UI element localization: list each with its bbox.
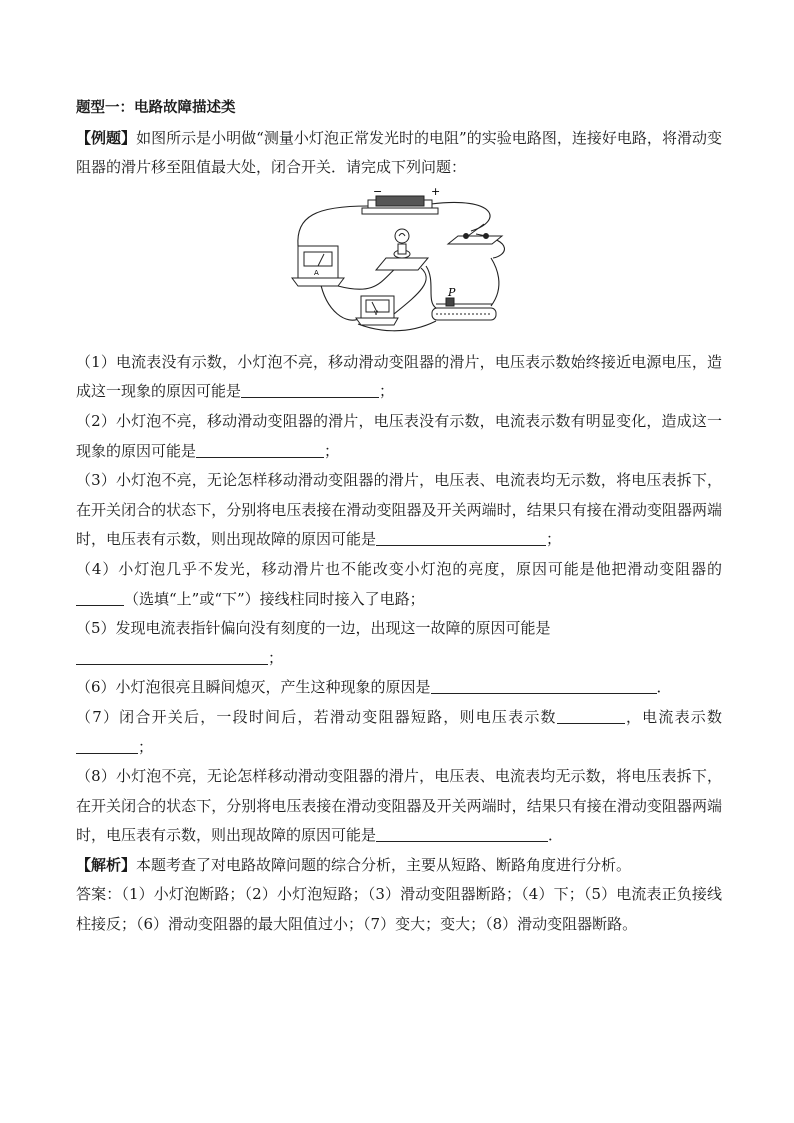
example-label: 【例题】 xyxy=(76,128,137,147)
example-text: 如图所示是小明做“测量小灯泡正常发光时的电阻”的实验电路图，连接好电路，将滑动变阻器的滑片移至阻值最大处，闭合开关．请完成下列问题： xyxy=(76,128,722,177)
question-6: （6）小灯泡很亮且瞬间熄灭，产生这种现象的原因是 ． xyxy=(76,678,672,697)
answer-blank-1[interactable] xyxy=(241,381,379,398)
answer-blank-7a[interactable] xyxy=(557,707,625,724)
analysis-text: 本题考查了对电路故障问题的综合分析，主要从短路、断路角度进行分析。 xyxy=(136,855,632,874)
question-5: （5）发现电流表指针偏向没有刻度的一边，出现这一故障的原因可能是 ； xyxy=(76,619,551,667)
slider-label: P xyxy=(448,285,456,299)
document-page xyxy=(76,94,722,940)
bulb-holder xyxy=(376,229,428,270)
question-7: （7）闭合开关后，一段时间后，若滑动变阻器短路，则电压表示数 ，电流表示数； xyxy=(76,707,722,756)
example-paragraph xyxy=(76,124,722,183)
rheostat xyxy=(432,298,496,320)
circuit-figure xyxy=(76,186,722,344)
answer-blank-3[interactable] xyxy=(376,529,546,546)
answer-blank-8[interactable] xyxy=(376,825,548,842)
answer-blank-5[interactable] xyxy=(76,648,268,665)
battery xyxy=(362,196,438,214)
answer-blank-2[interactable] xyxy=(196,441,324,458)
wire xyxy=(491,258,499,306)
ammeter-label: A xyxy=(314,268,319,277)
voltmeter-label: V xyxy=(374,309,379,317)
question-1: （1）电流表没有示数，小灯泡不亮，移动滑动变阻器的滑片，电压表示数始终接近电源电压，造成这一现象的原因可能是 ； xyxy=(76,352,722,401)
circuit-diagram xyxy=(76,186,722,344)
battery-minus-label: − xyxy=(373,185,383,198)
answer-blank-6[interactable] xyxy=(431,677,657,694)
question-8: （8）小灯泡不亮，无论怎样移动滑动变阻器的滑片，电压表、电流表均无示数，将电压表拆下，在开关闭合的状态下，分别将电压表接在滑动变阻器及开关两端时，结果只有接在滑动变阻器两端时，电压表有示数，则出现故障的原因可能是 ． xyxy=(76,767,722,845)
answer-paragraph: 答案：（1）小灯泡断路；（2）小灯泡短路；（3）滑动变阻器断路；（4）下；（5）电流表正负接线柱接反；（6）滑动变阻器的最大阻值过小；（7）变大；变大；（8）滑动变阻器断路。 xyxy=(76,885,722,934)
answer-blank-4[interactable] xyxy=(76,589,124,606)
wire xyxy=(394,268,426,314)
question-3: （3）小灯泡不亮，无论怎样移动滑动变阻器的滑片，电压表、电流表均无示数，将电压表拆下，在开关闭合的状态下，分别将电压表接在滑动变阻器及开关两端时，结果只有接在滑动变阻器两端时，电压表有示数，则出现故障的原因可能是 ； xyxy=(76,471,722,549)
analysis-paragraph xyxy=(76,851,722,881)
question-4: （4）小灯泡几乎不发光，移动滑片也不能改变小灯泡的亮度，原因可能是他把滑动变阻器的（选填“上”或“下”）接线柱同时接入了电路； xyxy=(76,559,722,608)
wire xyxy=(426,266,436,308)
wire xyxy=(338,268,396,289)
question-2: （2）小灯泡不亮，移动滑动变阻器的滑片，电压表没有示数，电流表示数有明显变化，造成这一现象的原因可能是 ； xyxy=(76,411,722,460)
battery-plus-label: + xyxy=(431,185,441,198)
wire xyxy=(298,206,368,246)
switch xyxy=(448,224,502,244)
answer-blank-7b[interactable] xyxy=(76,737,138,754)
ammeter xyxy=(292,246,344,286)
section-title: 题型一：电路故障描述类 xyxy=(76,100,236,116)
analysis-label: 【解析】 xyxy=(76,855,137,874)
